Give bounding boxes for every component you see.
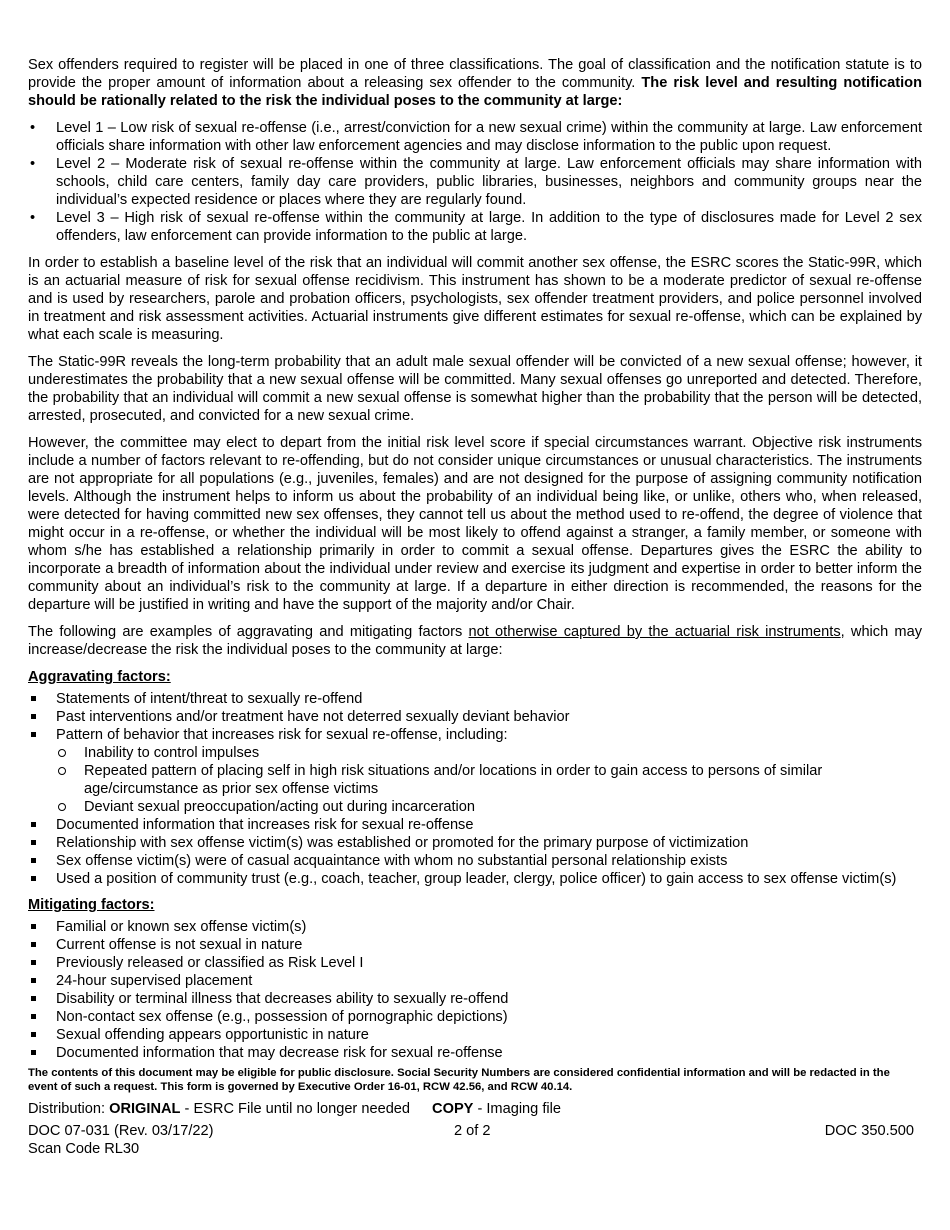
square-bullet-icon bbox=[31, 978, 36, 983]
document-page bbox=[28, 56, 922, 1158]
list-item: Pattern of behavior that increases risk for sexual re-offense, including: bbox=[28, 726, 922, 744]
square-bullet-icon bbox=[31, 696, 36, 701]
sub-list-container bbox=[28, 744, 922, 816]
square-bullet-icon bbox=[31, 1050, 36, 1055]
square-bullet-icon bbox=[31, 996, 36, 1001]
scan-code: Scan Code RL30 bbox=[28, 1141, 140, 1157]
policy-number: DOC 350.500 bbox=[824, 1123, 914, 1139]
list-item: Current offense is not sexual in nature bbox=[28, 936, 922, 954]
list-item: Documented information that may decrease risk for sexual re-offense bbox=[28, 1044, 922, 1062]
risk-level-item: • Level 1 – Low risk of sexual re-offense (i.e., arrest/conviction for a new sexual crime) within the community at large. Law enforcement officials share information with other law enforcement agencies and may disclose information to the public upon request. bbox=[30, 120, 922, 154]
square-bullet-icon bbox=[31, 876, 36, 881]
list-item: Sexual offending appears opportunistic in nature bbox=[28, 1026, 922, 1044]
bullet-icon: • bbox=[30, 120, 36, 136]
intro-paragraph bbox=[28, 56, 922, 110]
bullet-icon: • bbox=[30, 210, 36, 226]
sub-list-item: Inability to control impulses bbox=[28, 744, 922, 762]
square-bullet-icon bbox=[31, 924, 36, 929]
risk-level-item: • Level 3 – High risk of sexual re-offense within the community at large. In addition to the type of disclosures made for Level 2 sex offenders, law enforcement can provide information to the public at large. bbox=[30, 210, 922, 244]
list-item: Relationship with sex offense victim(s) was established or promoted for the primary purpose of victimization bbox=[28, 834, 922, 852]
risk-level-item: • Level 2 – Moderate risk of sexual re-offense within the community at large. Law enforcement officials may share information with schools, child care centers, family day care providers, public libraries, businesses, neighbors and community groups near the individual’s expected residence or places where they are regularly found. bbox=[30, 156, 922, 208]
mitigating-list bbox=[28, 918, 922, 1062]
list-item: Sex offense victim(s) were of casual acquaintance with whom no substantial personal relationship exists bbox=[28, 852, 922, 870]
bullet-icon: • bbox=[30, 156, 36, 172]
page-number: 2 of 2 bbox=[454, 1123, 491, 1139]
distribution-line: Distribution: ORIGINAL - ESRC File until no longer needed COPY - Imaging file bbox=[28, 1101, 562, 1117]
sub-list bbox=[28, 744, 922, 816]
square-bullet-icon bbox=[31, 858, 36, 863]
square-bullet-icon bbox=[31, 822, 36, 827]
square-bullet-icon bbox=[31, 732, 36, 737]
list-item: Disability or terminal illness that decreases ability to sexually re-offend bbox=[28, 990, 922, 1008]
mitigating-heading: Mitigating factors: bbox=[28, 897, 155, 913]
form-id: DOC 07-031 (Rev. 03/17/22) bbox=[28, 1123, 214, 1139]
square-bullet-icon bbox=[31, 1032, 36, 1037]
disclosure-notice: The contents of this document may be eligible for public disclosure. Social Security Numbers are considered confidential information and will be redacted in the event of such a request. This form is governed by Executive Order 16-01, RCW 42.56, and RCW 40.14. bbox=[28, 1067, 890, 1093]
aggravating-heading: Aggravating factors: bbox=[28, 669, 171, 685]
circle-bullet-icon bbox=[58, 767, 66, 775]
square-bullet-icon bbox=[31, 714, 36, 719]
aggravating-list bbox=[28, 690, 922, 888]
sub-list-item: Deviant sexual preoccupation/acting out during incarceration bbox=[28, 798, 922, 816]
list-item: Previously released or classified as Risk Level I bbox=[28, 954, 922, 972]
examples-paragraph: The following are examples of aggravating and mitigating factors not otherwise captured by the actuarial risk instruments, which may increase/decrease the risk the individual poses to the community at large: bbox=[28, 624, 923, 658]
circle-bullet-icon bbox=[58, 749, 66, 757]
intro-bold-text: The risk level and resulting notification should be rationally related to the risk the individual poses to the community at large: bbox=[28, 75, 922, 109]
sub-list-item: Repeated pattern of placing self in high risk situations and/or locations in order to gain access to persons of similar age/circumstance as prior sex offense victims bbox=[28, 762, 922, 798]
list-item: Past interventions and/or treatment have not deterred sexually deviant behavior bbox=[28, 708, 922, 726]
departure-paragraph: However, the committee may elect to depart from the initial risk level score if special circumstances warrant. Objective risk instruments include a number of factors relevant to re-offending, but do not consider unique circumstances or unusual characteristics. The instruments are not appropriate for all populations (e.g., juveniles, females) and are not designed for the purpose of assigning community notification levels. Although the instrument helps to inform us about the probability of an individual being like, or unlike, others who, when released, were detected for having committed new sex offenses, they cannot tell us about the method used to re-offend, the degree of violence that might occur in a re-offense, or whether the individual will be most likely to offend against a stranger, a family member, or someone with whom s/he has established a relationship primarily in order to commit a sexual offense. Departures gives the ESRC the ability to incorporate a breadth of information about the individual under review and exercise its judgment and expertise in order to better inform the community about an individual’s risk to the community at large. If a departure in either direction is recommended, the reasons for the departure will be justified in writing and have the support of the majority and/or Chair. bbox=[28, 435, 922, 613]
risk-level-list bbox=[28, 119, 922, 245]
square-bullet-icon bbox=[31, 840, 36, 845]
circle-bullet-icon bbox=[58, 803, 66, 811]
list-item: Familial or known sex offense victim(s) bbox=[28, 918, 922, 936]
list-item: 24-hour supervised placement bbox=[28, 972, 922, 990]
footer bbox=[28, 1122, 914, 1140]
static99r-paragraph: In order to establish a baseline level of the risk that an individual will commit another sex offense, the ESRC scores the Static-99R, which is an actuarial measure of risk for sexual offense recidivism. This instrument has shown to be a moderate predictor of sexual re-offense and is used by researchers, parole and probation officers, psychologists, sex offender treatment providers, and police personnel involved in treatment and risk assessment activities. Actuarial instruments give different estimates for sexual re-offense, which can be explained by what each scale is measuring. bbox=[28, 255, 922, 343]
square-bullet-icon bbox=[31, 1014, 36, 1019]
probability-paragraph: The Static-99R reveals the long-term probability that an adult male sexual offender will be convicted of a new sexual offense; however, it underestimates the probability that a new sexual offense will be committed. Many sexual offenses go unreported and detected. Therefore, the probability that an individual will commit a new sexual offense is somewhat higher than the probability that the person will be detected, arrested, prosecuted, and convicted for a new sexual crime. bbox=[28, 354, 922, 424]
list-item: Non-contact sex offense (e.g., possession of pornographic depictions) bbox=[28, 1008, 922, 1026]
intro-text: Sex offenders required to register will be placed in one of three classifications. The goal of classification and the notification statute is to provide the proper amount of information about a releasing sex offender to the community. bbox=[28, 57, 922, 91]
list-item: Used a position of community trust (e.g., coach, teacher, group leader, clergy, police officer) to gain access to sex offense victim(s) bbox=[28, 870, 922, 888]
square-bullet-icon bbox=[31, 960, 36, 965]
list-item: Documented information that increases risk for sexual re-offense bbox=[28, 816, 922, 834]
list-item: Statements of intent/threat to sexually re-offend bbox=[28, 690, 922, 708]
square-bullet-icon bbox=[31, 942, 36, 947]
